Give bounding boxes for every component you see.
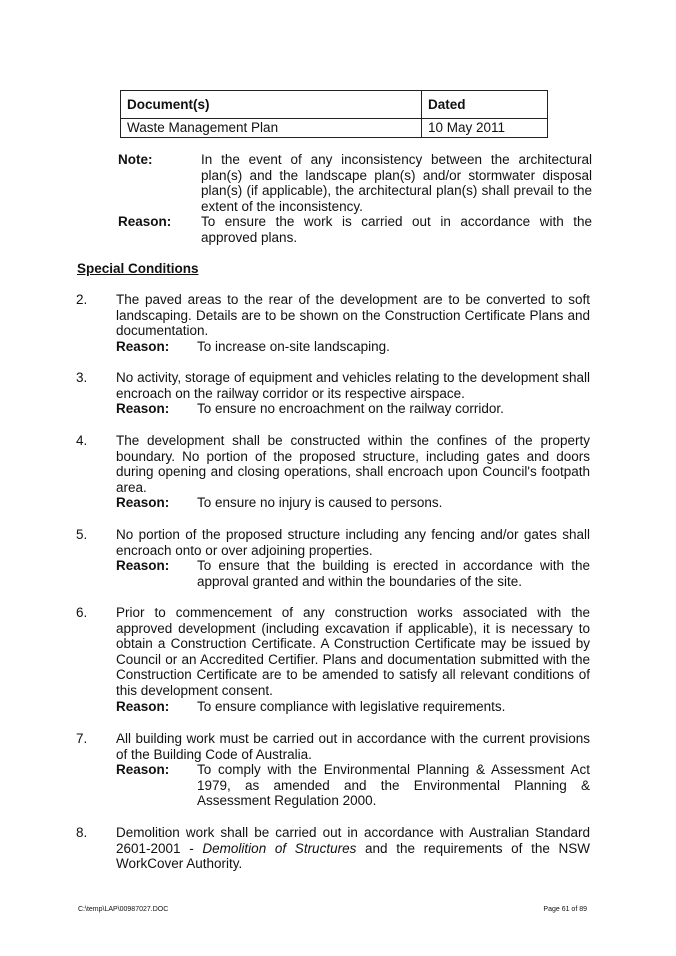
table-cell-date: 10 May 2011 xyxy=(422,119,548,138)
reason-text: To increase on-site landscaping. xyxy=(197,338,390,354)
condition-item xyxy=(76,605,590,714)
note-block xyxy=(118,152,592,214)
reason-label: Reason: xyxy=(116,558,170,574)
reason-text: To ensure no encroachment on the railway corridor. xyxy=(197,401,504,417)
table-cell-document: Waste Management Plan xyxy=(121,119,422,138)
condition-item xyxy=(76,292,590,354)
condition-body: No portion of the proposed structure including any fencing and/or gates shall encroach onto or over adjoining properties. xyxy=(116,527,590,558)
reason-label: Reason: xyxy=(116,495,170,511)
condition-body: No activity, storage of equipment and vehicles relating to the development shall encroach on the railway corridor or its respective airspace. xyxy=(116,370,590,401)
condition-item xyxy=(76,825,590,872)
condition-number: 7. xyxy=(76,731,88,746)
reason-text: To ensure that the building is erected in accordance with the approval granted and within the boundaries of the site. xyxy=(197,558,590,589)
reason-label: Reason: xyxy=(116,698,170,714)
reason-text: To ensure the work is carried out in accordance with the approved plans. xyxy=(201,214,592,245)
condition-reason xyxy=(116,699,590,715)
reason-text: To ensure compliance with legislative requirements. xyxy=(197,698,506,714)
condition-body: Prior to commencement of any construction works associated with the approved development (including excavation if applicable), it is necessary to obtain a Construction Certificate. A Construction Certificate may be issued by Council or an Accredited Certifier. Plans and documentation submitted with the Construction Certificate are to be amended to satisfy all relevant conditions of this development consent. xyxy=(116,605,590,698)
condition-item xyxy=(76,731,590,809)
note-text: In the event of any inconsistency between the architectural plan(s) and the landscape plan(s) and/or stormwater disposal plan(s) (if applicable), the architectural plan(s) shall prevail to the extent of the inconsistency. xyxy=(201,152,592,214)
condition-body: All building work must be carried out in accordance with the current provisions of the Building Code of Australia. xyxy=(116,731,590,762)
condition-reason xyxy=(116,339,590,355)
table-header-dated: Dated xyxy=(422,91,548,119)
reason-label: Reason: xyxy=(118,214,172,229)
condition-item xyxy=(76,527,590,589)
condition-reason xyxy=(116,558,590,589)
table-header-documents: Document(s) xyxy=(121,91,422,119)
standard-title: Demolition of Structures xyxy=(202,840,357,856)
documents-table xyxy=(120,90,548,138)
condition-item xyxy=(76,433,590,511)
condition-number: 2. xyxy=(76,292,88,307)
condition-number: 5. xyxy=(76,527,88,542)
table-header-row xyxy=(121,91,548,119)
footer-file-path: C:\temp\LAP\00987027.DOC xyxy=(78,906,169,913)
condition-item xyxy=(76,370,590,417)
condition-text: Demolition work shall be carried out in accordance with Australian Standard 2601-2001 - xyxy=(116,825,590,856)
condition-number: 8. xyxy=(76,825,88,840)
table-row xyxy=(121,119,548,138)
condition-reason xyxy=(116,495,590,511)
condition-reason xyxy=(116,401,590,417)
footer-page-number: Page 61 of 89 xyxy=(543,906,587,913)
reason-text: To ensure no injury is caused to persons. xyxy=(197,495,443,511)
condition-reason xyxy=(116,762,590,809)
note-label: Note: xyxy=(118,152,153,167)
reason-label: Reason: xyxy=(116,401,170,417)
note-reason-block xyxy=(118,214,592,245)
reason-label: Reason: xyxy=(116,762,170,778)
condition-body: The paved areas to the rear of the development are to be converted to soft landscaping. Details are to be shown on the Construction Certificate Plans and documentation. xyxy=(116,292,590,339)
condition-body: The development shall be constructed within the confines of the property boundary. No portion of the proposed structure, including gates and doors during opening and closing operations, shall encroach upon Council's footpath area. xyxy=(116,433,590,495)
special-conditions-heading: Special Conditions xyxy=(77,261,199,276)
condition-number: 6. xyxy=(76,605,88,620)
reason-text: To comply with the Environmental Planning & Assessment Act 1979, as amended and the Environmental Planning & Assessment Regulation 2000. xyxy=(197,762,590,809)
condition-body xyxy=(116,825,590,872)
condition-number: 3. xyxy=(76,370,88,385)
reason-label: Reason: xyxy=(116,338,170,354)
condition-text: and the requirements of the NSW WorkCover Authority. xyxy=(116,840,591,872)
condition-number: 4. xyxy=(76,433,88,448)
